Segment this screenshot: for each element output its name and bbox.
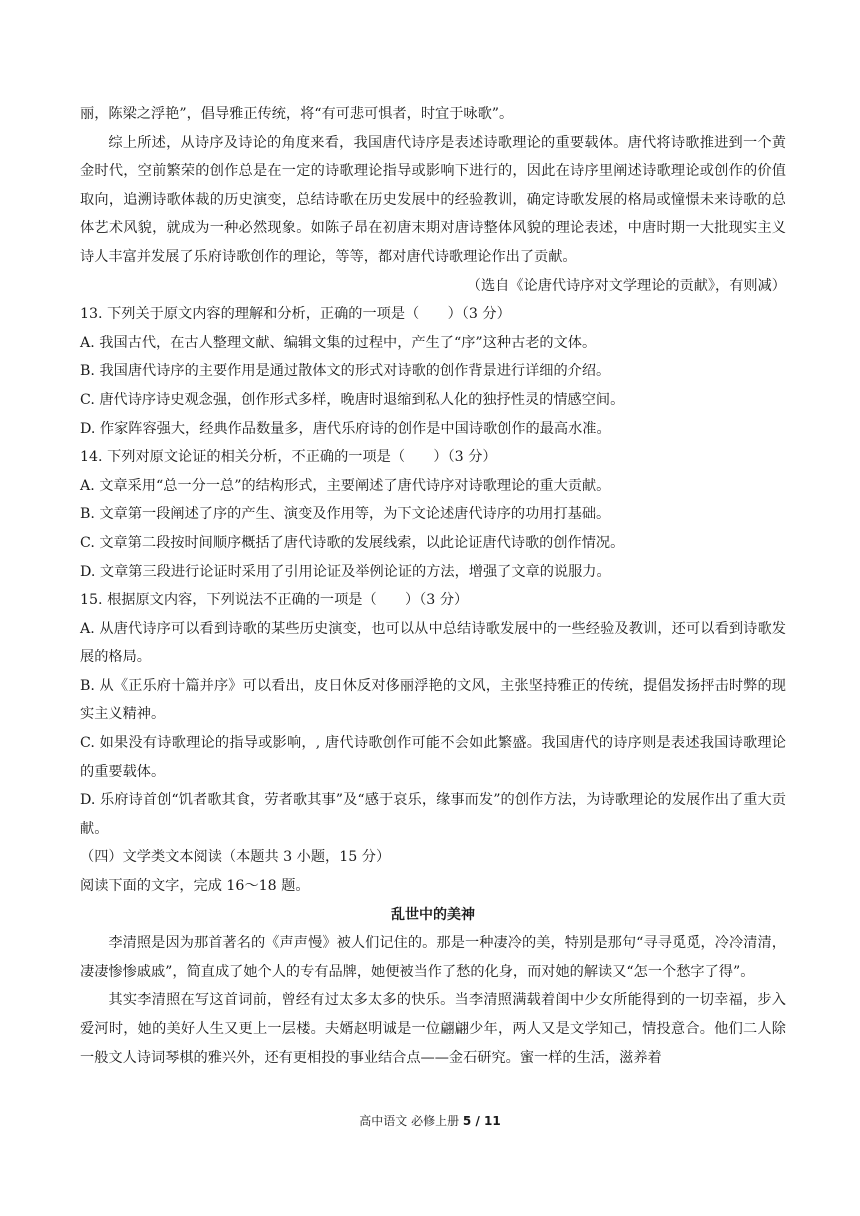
passage-paragraph-summary: 综上所述，从诗序及诗论的角度来看，我国唐代诗序是表述诗歌理论的重要载体。唐代将诗歌推进到一个黄金时代，空前繁荣的创作总是在一定的诗歌理论指导或影响下进行的，因此在诗序里阐述诗歌理论或创作的价值取向，追溯诗歌体裁的历史演变，总结诗歌在历史发展中的经验教训，确定诗歌发展的格局或憧憬未来诗歌的总体艺术风貌，就成为一种必然现象。如陈子昂在初唐末期对唐诗整体风貌的理论表述，中唐时期一大批现实主义诗人丰富并发展了乐府诗歌创作的理论，等等，都对唐代诗歌理论作出了贡献。	[80, 134, 786, 265]
question-14-option-c: C. 文章第二段按时间顺序概括了唐代诗歌的发展线索，以此论证唐代诗歌的创作情况。	[80, 534, 625, 551]
page-footer	[0, 1112, 860, 1129]
document-body	[80, 100, 786, 1072]
question-15-option-a: A. 从唐代诗序可以看到诗歌的某些历史演变，也可以从中总结诗歌发展中的一些经验及教训，还可以看到诗歌发展的格局。	[80, 620, 786, 666]
footer-course-label: 高中语文 必修上册	[359, 1114, 463, 1128]
article-paragraph-1: 李清照是因为那首著名的《声声慢》被人们记住的。那是一种凄冷的美，特别是那句“寻寻觅觅，冷冷清清，凄凄惨惨戚戚”，简直成了她个人的专有品牌，她便被当作了愁的化身，而对她的解读又“怎一个愁字了得”。	[80, 935, 786, 980]
passage-paragraph-tail: 丽，陈梁之浮艳”，倡导雅正传统，将“有可悲可惧者，时宜于咏歌”。	[80, 106, 514, 122]
question-14-option-b: B. 文章第一段阐述了序的产生、演变及作用等，为下文论述唐代诗序的功用打基础。	[80, 506, 611, 523]
question-15-option-d: D. 乐府诗首创“饥者歌其食，劳者歌其事”及“感于哀乐，缘事而发”的创作方法，为诗歌理论的发展作出了重大贡献。	[80, 792, 786, 837]
question-15-option-c: C. 如果没有诗歌理论的指导或影响，, 唐代诗歌创作可能不会如此繁盛。我国唐代的诗序则是表述我国诗歌理论的重要载体。	[80, 735, 786, 780]
question-15-stem: 15. 根据原文内容，下列说法不正确的一项是（ ）（3 分）	[80, 592, 469, 609]
question-15-option-b: B. 从《正乐府十篇并序》可以看出，皮日休反对侈丽浮艳的文风，主张坚持雅正的传统，提倡发扬抨击时弊的现实主义精神。	[80, 677, 786, 723]
question-14-stem: 14. 下列对原文论证的相关分析，不正确的一项是（ ）（3 分）	[80, 449, 497, 466]
page-number: 5 / 11	[462, 1114, 501, 1128]
question-13-option-a: A. 我国古代，在古人整理文献、编辑文集的过程中，产生了“序”这种古老的文体。	[80, 334, 597, 351]
question-13-option-b: B. 我国唐代诗序的主要作用是通过散体文的形式对诗歌的创作背景进行详细的介绍。	[80, 363, 611, 380]
question-14-option-a: A. 文章采用“总一分一总”的结构形式，主要阐述了唐代诗序对诗歌理论的重大贡献。	[80, 477, 611, 494]
section-instruction: 阅读下面的文字，完成 16～18 题。	[80, 878, 310, 895]
question-14-option-d: D. 文章第三段进行论证时采用了引用论证及举例论证的方法，增强了文章的说服力。	[80, 563, 611, 580]
article-paragraph-2: 其实李清照在写这首词前，曾经有过太多太多的快乐。当李清照满载着闺中少女所能得到的一切幸福，步入爱河时，她的美好人生又更上一层楼。夫婿赵明诚是一位翩翩少年，两人又是文学知己，情投意合。他们二人除一般文人诗词琴棋的雅兴外，还有更相投的事业结合点——金石研究。蜜一样的生活，滋养着	[80, 992, 786, 1066]
article-title: 乱世中的美神	[391, 906, 475, 923]
section-heading: （四）文学类文本阅读（本题共 3 小题，15 分）	[80, 849, 391, 866]
question-13-option-d: D. 作家阵容强大，经典作品数量多，唐代乐府诗的创作是中国诗歌创作的最高水准。	[80, 420, 611, 437]
question-13-option-c: C. 唐代诗序诗史观念强，创作形式多样，晚唐时退缩到私人化的独抒性灵的情感空间。	[80, 391, 625, 408]
question-13-stem: 13. 下列关于原文内容的理解和分析，正确的一项是（ ）（3 分）	[80, 306, 511, 323]
passage-source: （选自《论唐代诗序对文学理论的贡献》，有则减）	[466, 277, 786, 294]
